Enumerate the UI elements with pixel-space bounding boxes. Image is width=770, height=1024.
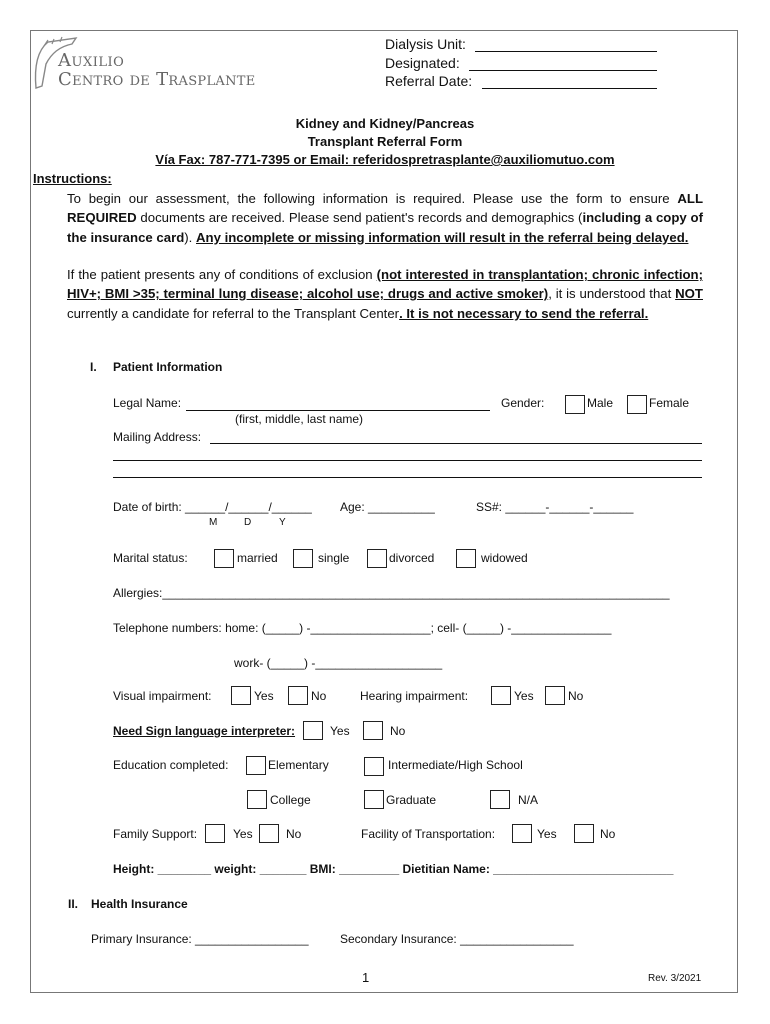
family-no-checkbox[interactable] — [259, 824, 279, 843]
family-support-label: Family Support: — [113, 827, 198, 841]
graduate-label: Graduate — [386, 793, 437, 807]
mailing-address-line-2[interactable] — [113, 460, 702, 461]
dob-year-hint: Y — [279, 517, 286, 528]
ss-field[interactable]: SS#: ______-______-______ — [476, 500, 634, 514]
section-1-title: Patient Information — [113, 360, 223, 374]
p2-exclusions: (not interested in transplantation; chronic infection; HIV+; BMI >35; terminal lung disease; alcohol use; drugs and active smoker) — [67, 267, 703, 302]
sign-no-label: No — [390, 724, 406, 738]
form-title-line-2: Transplant Referral Form — [307, 134, 463, 149]
college-label: College — [270, 793, 311, 807]
section-1-numeral: I. — [90, 360, 97, 374]
hearing-no-checkbox[interactable] — [545, 686, 565, 705]
na-checkbox[interactable] — [490, 790, 510, 809]
male-label: Male — [587, 396, 614, 410]
p2-not-necessary: . It is not necessary to send the referral. — [399, 305, 649, 321]
intermediate-checkbox[interactable] — [364, 757, 384, 776]
single-checkbox[interactable] — [293, 549, 313, 568]
revision-label: Rev. 3/2021 — [648, 973, 702, 984]
family-yes-label: Yes — [233, 827, 253, 841]
section-2-numeral: II. — [68, 897, 79, 911]
designated-field[interactable] — [385, 55, 460, 71]
legal-name-hint: (first, middle, last name) — [235, 412, 364, 426]
education-label: Education completed: — [113, 758, 229, 772]
sign-no-checkbox[interactable] — [363, 721, 383, 740]
p1-all-required: ALL REQUIRED — [67, 191, 703, 226]
sign-yes-label: Yes — [330, 724, 350, 738]
hearing-impairment-label: Hearing impairment: — [360, 689, 469, 703]
hearing-yes-label: Yes — [514, 689, 534, 703]
logo-line-2: Centro de Trasplante — [58, 69, 256, 90]
na-label: N/A — [518, 793, 539, 807]
married-checkbox[interactable] — [214, 549, 234, 568]
visual-impairment-label: Visual impairment: — [113, 689, 212, 703]
divorced-label: divorced — [389, 551, 435, 565]
widowed-label: widowed — [481, 551, 528, 565]
dialysis-unit-line[interactable] — [475, 51, 657, 52]
referral-date-label: Referral Date: — [385, 73, 473, 89]
dob-field[interactable]: Date of birth: ______/______/______ — [113, 500, 312, 514]
p2-text-a: If the patient presents any of conditions of exclusion — [67, 267, 377, 282]
age-field[interactable]: Age: __________ — [340, 500, 435, 514]
sign-language-label: Need Sign language interpreter: — [113, 724, 296, 738]
visual-no-label: No — [311, 689, 327, 703]
primary-insurance-field[interactable]: Primary Insurance: _________________ — [91, 932, 309, 946]
referral-date-line[interactable] — [482, 88, 657, 89]
widowed-checkbox[interactable] — [456, 549, 476, 568]
p1-text-e: ). — [184, 229, 196, 245]
family-yes-checkbox[interactable] — [205, 824, 225, 843]
mailing-address-line-1[interactable] — [210, 443, 702, 444]
college-checkbox[interactable] — [247, 790, 267, 809]
instructions-paragraph-1 — [67, 189, 703, 249]
legal-name-line[interactable] — [186, 410, 490, 411]
intermediate-label: Intermediate/High School — [388, 758, 523, 772]
p1-insurance-card: including a copy of the insurance card — [67, 210, 703, 245]
logo — [32, 36, 262, 94]
visual-yes-checkbox[interactable] — [231, 686, 251, 705]
height-weight-bmi-dietitian-field[interactable]: Height: ________ weight: _______ BMI: _________ Dietitian Name: ___________________________ — [113, 862, 674, 876]
male-checkbox[interactable] — [565, 395, 585, 414]
fax-email-line: Vía Fax: 787-771-7395 or Email: referidospretrasplante@auxiliomutuo.com — [155, 152, 615, 167]
designated-label: Designated: — [385, 55, 460, 71]
dialysis-unit-label: Dialysis Unit: — [385, 36, 466, 52]
section-2-title: Health Insurance — [91, 897, 188, 911]
elementary-label: Elementary — [268, 758, 329, 772]
telephone-field[interactable]: Telephone numbers: home: (_____) -__________________; cell- (_____) -_______________ — [113, 621, 612, 635]
allergies-field[interactable]: Allergies:____________________________________________________________________________ — [113, 586, 670, 600]
p2-not: NOT — [675, 286, 703, 302]
mailing-address-line-3[interactable] — [113, 477, 702, 478]
hearing-no-label: No — [568, 689, 584, 703]
divorced-checkbox[interactable] — [367, 549, 387, 568]
dob-day-hint: D — [244, 517, 252, 528]
mailing-address-label: Mailing Address: — [113, 430, 202, 444]
dialysis-unit-field[interactable] — [385, 36, 466, 52]
instructions-paragraph-2 — [67, 265, 703, 345]
elementary-checkbox[interactable] — [246, 756, 266, 775]
hearing-yes-checkbox[interactable] — [491, 686, 511, 705]
transport-label: Facility of Transportation: — [361, 827, 496, 841]
p1-text-a: To begin our assessment, the following information is required. Please use the form to ensure — [67, 191, 678, 206]
form-title-line-1: Kidney and Kidney/Pancreas — [295, 116, 475, 131]
graduate-checkbox[interactable] — [364, 790, 384, 809]
logo-line-1: Auxilio — [58, 50, 125, 71]
p1-text-c: documents are received. Please send patient's records and demographics ( — [136, 210, 583, 226]
visual-no-checkbox[interactable] — [288, 686, 308, 705]
gender-label: Gender: — [501, 396, 545, 410]
dob-month-hint: M — [209, 517, 218, 528]
secondary-insurance-field[interactable]: Secondary Insurance: _________________ — [340, 932, 574, 946]
p2-text-e: currently a candidate for referral to the Transplant Center — [67, 305, 400, 321]
family-no-label: No — [286, 827, 302, 841]
work-phone-field[interactable]: work- (_____) -___________________ — [234, 656, 443, 670]
sign-yes-checkbox[interactable] — [303, 721, 323, 740]
designated-line[interactable] — [469, 70, 657, 71]
transport-no-checkbox[interactable] — [574, 824, 594, 843]
marital-status-label: Marital status: — [113, 551, 188, 565]
transport-yes-label: Yes — [537, 827, 557, 841]
instructions-heading: Instructions: — [33, 171, 112, 186]
p1-incomplete-warning: Any incomplete or missing information will result in the referral being delayed. — [196, 229, 689, 245]
page-number: 1 — [362, 970, 370, 985]
female-label: Female — [649, 396, 690, 410]
female-checkbox[interactable] — [627, 395, 647, 414]
married-label: married — [237, 551, 278, 565]
transport-yes-checkbox[interactable] — [512, 824, 532, 843]
legal-name-label: Legal Name: — [113, 396, 182, 410]
referral-date-field[interactable] — [385, 73, 472, 89]
visual-yes-label: Yes — [254, 689, 274, 703]
single-label: single — [318, 551, 350, 565]
transport-no-label: No — [600, 827, 616, 841]
p2-text-c: , it is understood that — [548, 286, 676, 302]
